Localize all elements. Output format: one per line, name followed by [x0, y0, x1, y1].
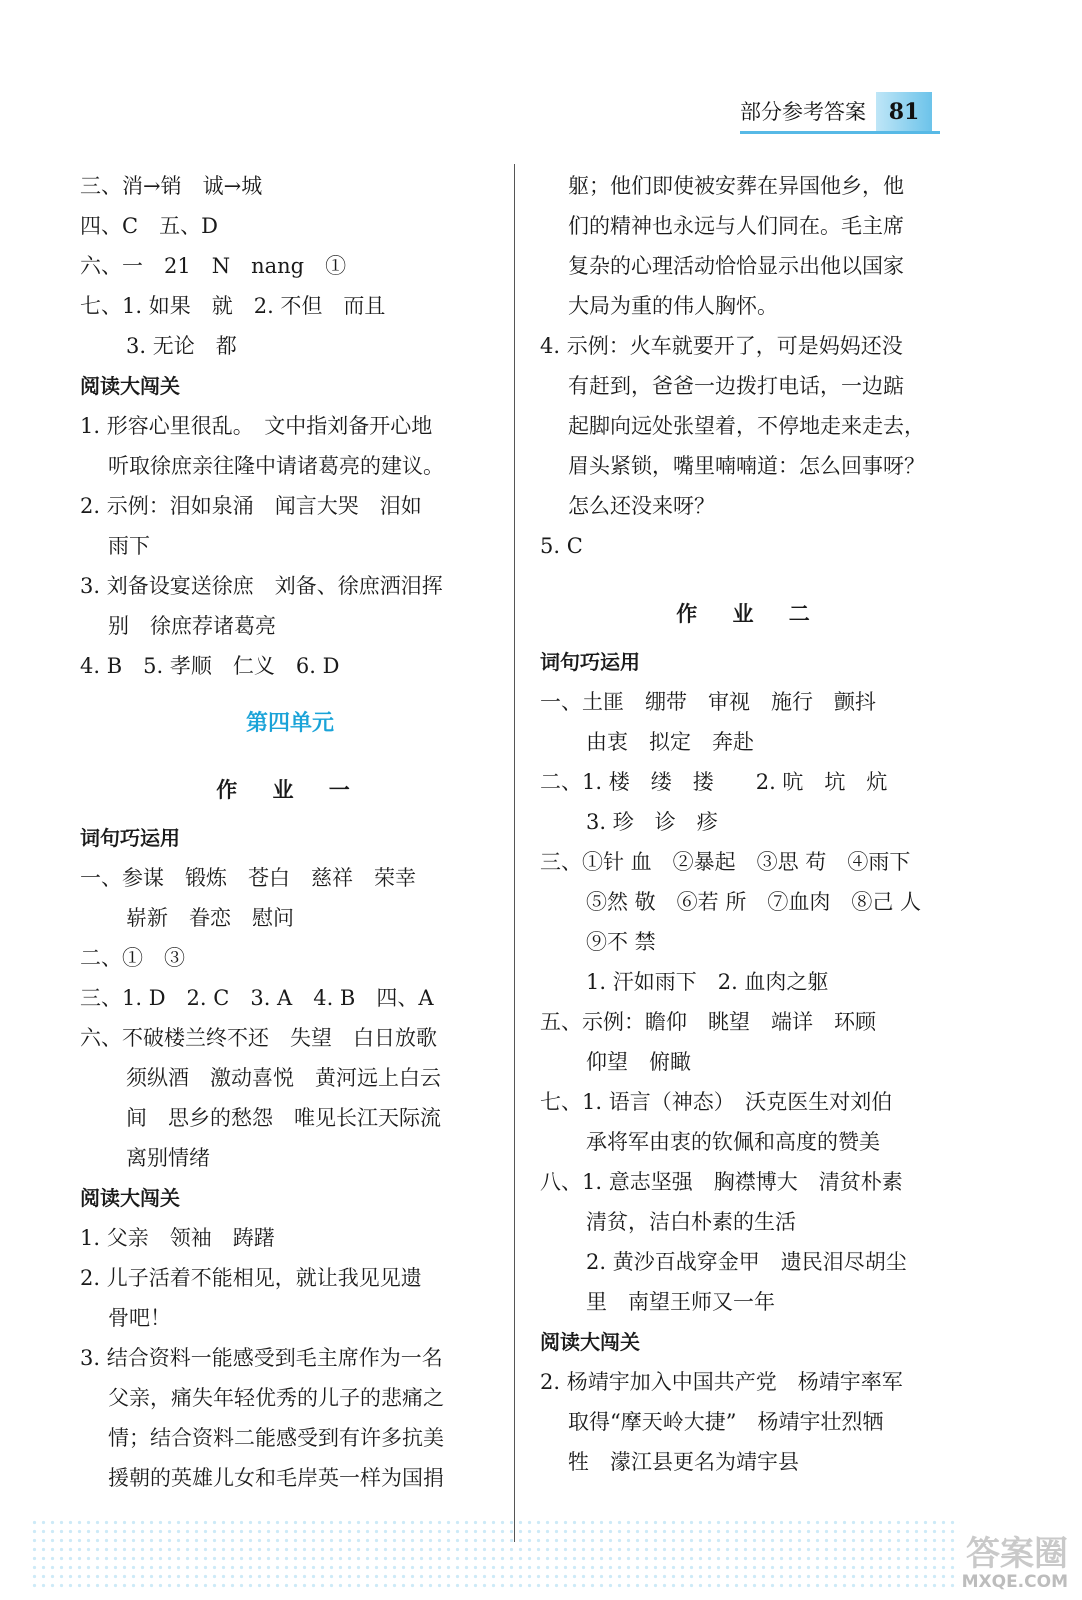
answer-line: 4. 示例：火车就要开了，可是妈妈还没 — [540, 334, 903, 358]
answer-line: 2. 示例：泪如泉涌 闻言大哭 泪如 — [80, 494, 422, 518]
answer-line: 须纵酒 激动喜悦 黄河远上白云 — [126, 1066, 441, 1090]
answer-line: 复杂的心理活动恰恰显示出他以国家 — [568, 254, 904, 278]
answer-line: 三、消→销 诚→城 — [80, 174, 263, 198]
answer-line: 父亲，痛失年轻优秀的儿子的悲痛之 — [108, 1386, 444, 1410]
answer-line: 大局为重的伟人胸怀。 — [568, 294, 778, 318]
answer-line: 有赶到，爸爸一边拨打电话，一边踮 — [568, 374, 904, 398]
watermark-logo: 答案圈 — [966, 1534, 1068, 1574]
answer-line: 别 徐庶荐诸葛亮 — [108, 614, 276, 638]
unit-title: 第四单元 — [245, 711, 334, 736]
answer-line: 一、土匪 绷带 审视 施行 颤抖 — [540, 690, 876, 714]
section-heading: 阅读大闯关 — [80, 1186, 180, 1210]
answer-line: 牲 濛江县更名为靖宇县 — [568, 1450, 799, 1474]
answer-line: 3. 结合资料一能感受到毛主席作为一名 — [80, 1346, 443, 1370]
answer-line: 七、1. 如果 就 2. 不但 而且 — [80, 294, 386, 318]
homework-title: 作 业 一 — [216, 778, 364, 802]
answer-line: ⑤然 敬 ⑥若 所 ⑦血肉 ⑧己 人 — [586, 890, 922, 914]
answer-line: 里 南望王师又一年 — [586, 1290, 775, 1314]
answer-line: 四、C 五、D — [80, 214, 218, 238]
section-heading: 阅读大闯关 — [540, 1330, 640, 1354]
header-rule — [740, 131, 940, 134]
answer-line: 三、①针 血 ②暴起 ③思 苟 ④雨下 — [540, 850, 911, 874]
section-heading: 词句巧运用 — [80, 826, 180, 850]
answer-line: 三、1. D 2. C 3. A 4. B 四、A — [80, 986, 434, 1010]
answer-line: 崭新 眷恋 慰问 — [126, 906, 294, 930]
answer-line: 3. 珍 诊 疹 — [586, 810, 718, 834]
answer-line: 1. 形容心里很乱。 文中指刘备开心地 — [80, 414, 433, 438]
answer-line: 1. 汗如雨下 2. 血肉之躯 — [586, 970, 829, 994]
page-number: 81 — [876, 92, 932, 132]
answer-line: 六、一 21 N nang ① — [80, 254, 347, 278]
right-column — [540, 166, 960, 1482]
column-divider — [514, 164, 515, 1542]
section-heading: 词句巧运用 — [540, 650, 640, 674]
answer-line: 2. 黄沙百战穿金甲 遗民泪尽胡尘 — [586, 1250, 907, 1274]
answer-line: 5. C — [540, 534, 583, 558]
answer-line: 清贫，洁白朴素的生活 — [586, 1210, 796, 1234]
answer-line: 一、参谋 锻炼 苍白 慈祥 荣幸 — [80, 866, 416, 890]
answer-line: 二、① ③ — [80, 946, 185, 970]
answer-line: 们的精神也永远与人们同在。毛主席 — [568, 214, 904, 238]
answer-line: 取得“摩天岭大捷” 杨靖宇壮烈牺 — [568, 1410, 884, 1434]
answer-line: 听取徐庶亲往隆中请诸葛亮的建议。 — [108, 454, 444, 478]
site-watermark — [908, 1536, 1068, 1596]
answer-line: 离别情绪 — [126, 1146, 210, 1170]
answer-line: 1. 父亲 领袖 踌躇 — [80, 1226, 275, 1250]
homework-title: 作 业 二 — [676, 602, 824, 626]
answer-line: 五、示例：瞻仰 眺望 端详 环顾 — [540, 1010, 876, 1034]
answer-line: 由衷 拟定 奔赴 — [586, 730, 754, 754]
answer-line: 八、1. 意志坚强 胸襟博大 清贫朴素 — [540, 1170, 903, 1194]
answer-line: 七、1. 语言（神态） 沃克医生对刘伯 — [540, 1090, 893, 1114]
answer-line: 起脚向远处张望着，不停地走来走去， — [568, 414, 925, 438]
answer-line: 3. 无论 都 — [126, 334, 237, 358]
answer-line: 二、1. 楼 缕 搂 2. 吭 坑 炕 — [540, 770, 888, 794]
answer-line: 仰望 俯瞰 — [586, 1050, 691, 1074]
answer-line: 眉头紧锁，嘴里喃喃道：怎么回事呀？ — [568, 454, 925, 478]
decorative-dot-band — [30, 1518, 960, 1588]
answer-line: 雨下 — [108, 534, 150, 558]
answer-line: 怎么还没来呀？ — [568, 494, 715, 518]
watermark-site: MXQE.COM — [961, 1572, 1068, 1592]
answer-line: 2. 杨靖宇加入中国共产党 杨靖宇率军 — [540, 1370, 903, 1394]
answer-line: 援朝的英雄儿女和毛岸英一样为国捐 — [108, 1466, 444, 1490]
header-title: 部分参考答案 — [740, 100, 866, 124]
answer-line: 躯；他们即使被安葬在异国他乡，他 — [568, 174, 904, 198]
left-column — [80, 166, 500, 1498]
answer-line: 间 思乡的愁怨 唯见长江天际流 — [126, 1106, 441, 1130]
answer-line: 2. 儿子活着不能相见，就让我见见遗 — [80, 1266, 422, 1290]
answer-line: 骨吧！ — [108, 1306, 171, 1330]
answer-line: 六、不破楼兰终不还 失望 白日放歌 — [80, 1026, 437, 1050]
answer-line: 4. B 5. 孝顺 仁义 6. D — [80, 654, 340, 678]
page-header — [740, 92, 932, 132]
answer-line: ⑨不 禁 — [586, 930, 656, 954]
answer-line: 情；结合资料二能感受到有许多抗美 — [108, 1426, 444, 1450]
answer-line: 承将军由衷的钦佩和高度的赞美 — [586, 1130, 880, 1154]
section-heading: 阅读大闯关 — [80, 374, 180, 398]
answer-line: 3. 刘备设宴送徐庶 刘备、徐庶洒泪挥 — [80, 574, 443, 598]
